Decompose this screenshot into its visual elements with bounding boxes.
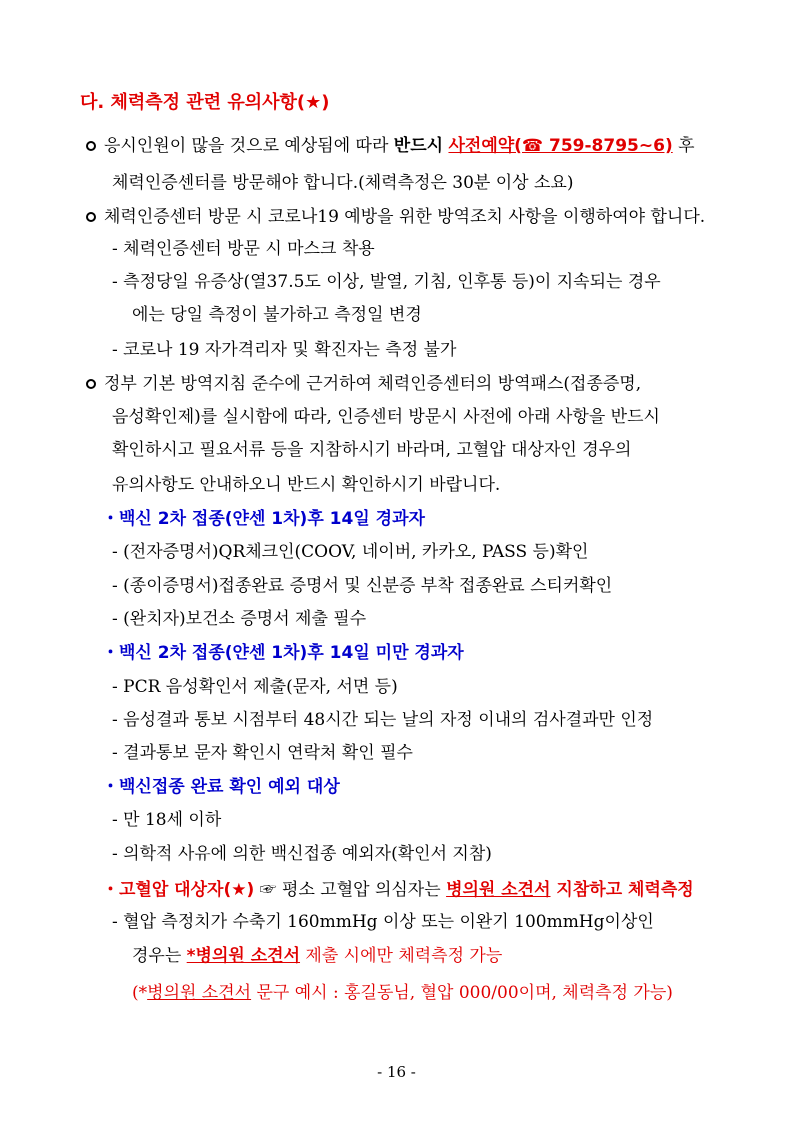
subsection-4-title-line: ・고혈압 대상자(★) ☞ 평소 고혈압 의심자는 병의원 소견서 지참하고 체력측정 [102,880,694,900]
subsection-4-item-1-cont: 경우는 *병의원 소견서 제출 시에만 체력측정 가능 [132,946,503,966]
emphasis-required: 반드시 [393,136,444,156]
subsection-3-title: ・백신접종 완료 확인 예외 대상 [102,777,340,797]
notice-2-item-2: - 측정당일 유증상(열37.5도 이상, 발열, 기침, 인후통 등)이 지속되는 경우 [112,272,661,292]
subsection-2-item-1: - PCR 음성확인서 제출(문자, 서면 등) [112,677,398,697]
subsection-1-title: ・백신 2차 접종(얀센 1차)후 14일 경과자 [102,509,425,529]
subsection-3-item-2: - 의학적 사유에 의한 백신접종 예외자(확인서 지참) [112,844,492,864]
notice-2-item-1: - 체력인증센터 방문 시 마스크 착용 [112,239,375,259]
notice-2-item-2-cont: 에는 당일 측정이 불가하고 측정일 변경 [132,305,422,325]
notice-3-line-2: 음성확인제)를 실시함에 따라, 인증센터 방문시 사전에 아래 사항을 반드시 [112,407,660,427]
notice-3-line-4: 유의사항도 안내하오니 반드시 확인하시기 바랍니다. [112,475,501,495]
notice-3-line-1: 정부 기본 방역지침 준수에 근거하여 체력인증센터의 방역패스(접종증명, [86,372,641,396]
subsection-3-item-1: - 만 18세 이하 [112,810,222,830]
pointing-hand-icon: ☞ [259,880,277,900]
subsection-1-item-3: - (완치자)보건소 증명서 제출 필수 [112,609,367,629]
subsection-4-item-1: - 혈압 측정치가 수축기 160mmHg 이상 또는 이완기 100mmHg이상인 [112,912,654,932]
subsection-4-title: ・고혈압 대상자(★) [102,880,255,900]
subsection-1-item-2: - (종이증명서)접종완료 증명서 및 신분증 부착 접종완료 스티커확인 [112,576,613,596]
circle-bullet-icon [86,379,96,389]
notice-2-item-3: - 코로나 19 자가격리자 및 확진자는 측정 불가 [112,340,457,360]
notice-3-line-3: 확인하시고 필요서류 등을 지참하시기 바라며, 고혈압 대상자인 경우의 [112,440,632,460]
circle-bullet-icon [86,141,96,151]
page-number: - 16 - [377,1063,416,1081]
notice-2-line-1: 체력인증센터 방문 시 코로나19 예방을 위한 방역조치 사항을 이행하여야 합니다. [86,205,705,229]
section-heading: 다. 체력측정 관련 유의사항(★) [80,92,330,113]
doctor-note-link: 병의원 소견서 [446,880,551,900]
subsection-1-item-1: - (전자증명서)QR체크인(COOV, 네이버, 카카오, PASS 등)확인 [112,542,589,562]
doctor-note-required: *병의원 소견서 [186,946,301,966]
notice-1-line-1: 응시인원이 많을 것으로 예상됨에 따라 반드시 사전예약(☎ 759-8795~6) 후 [86,134,695,158]
subsection-2-item-3: - 결과통보 문자 확인시 연락처 확인 필수 [112,743,413,763]
subsection-2-title: ・백신 2차 접종(얀센 1차)후 14일 미만 경과자 [102,643,464,663]
subsection-4-example: (*병의원 소견서 문구 예시 : 홍길동님, 혈압 000/00이며, 체력측정 가능) [132,983,673,1003]
subsection-2-item-2: - 음성결과 통보 시점부터 48시간 되는 날의 자정 이내의 검사결과만 인정 [112,710,654,730]
notice-1-line-2: 체력인증센터를 방문해야 합니다.(체력측정은 30분 이상 소요) [112,173,574,193]
circle-bullet-icon [86,212,96,222]
reservation-phone: 사전예약(☎ 759-8795~6) [448,136,673,156]
